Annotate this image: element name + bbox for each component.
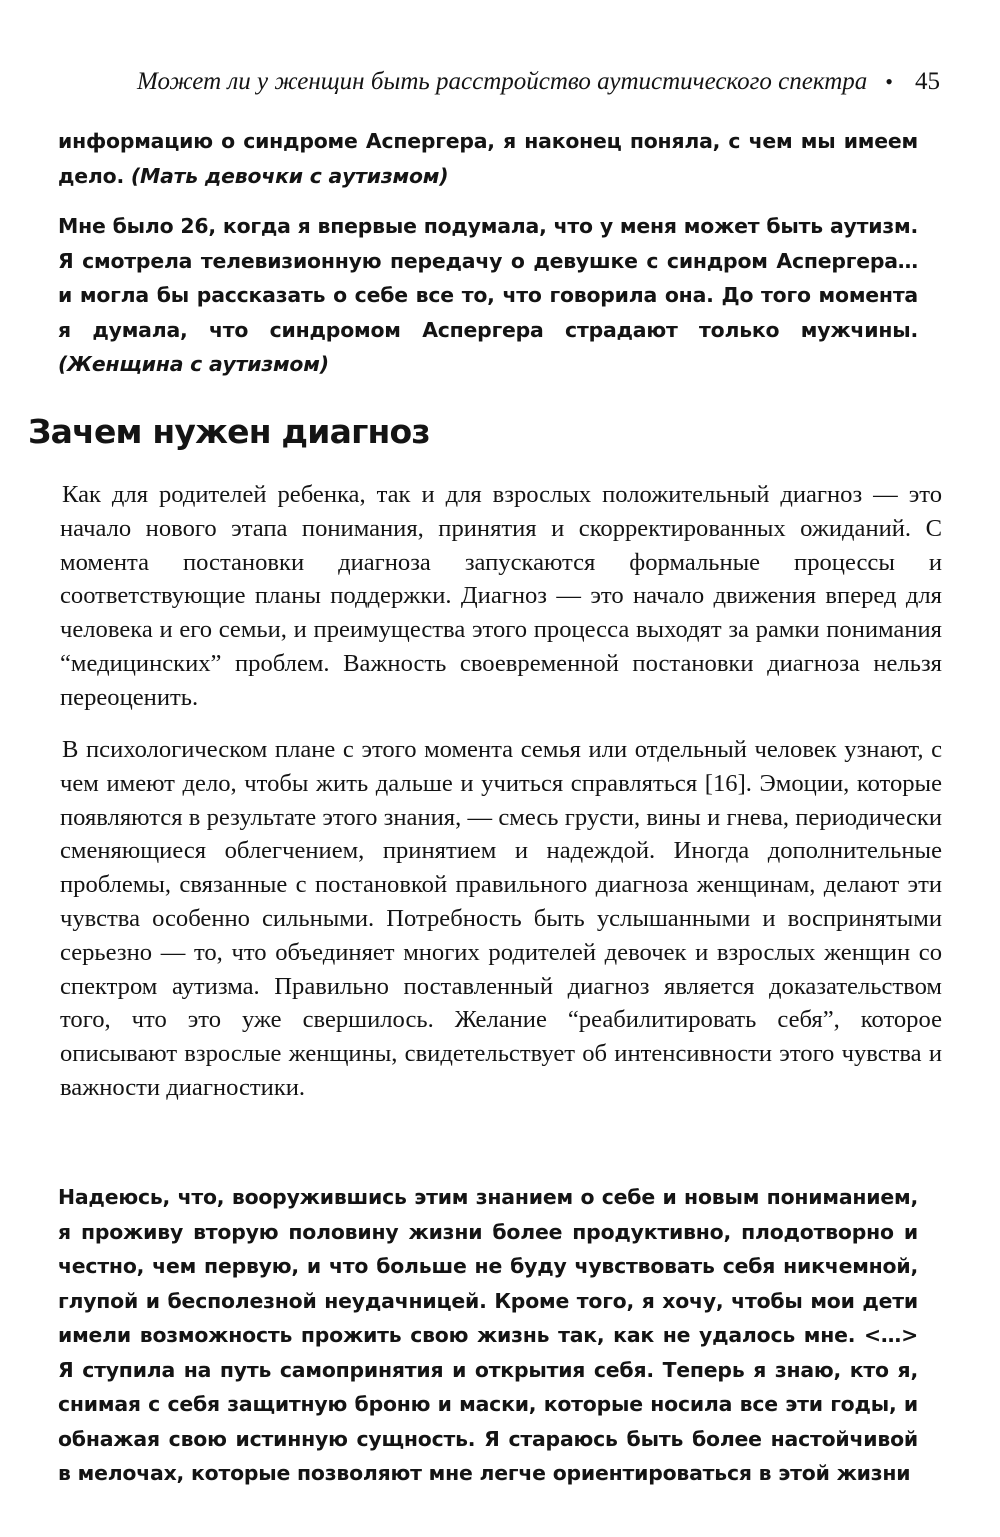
body-paragraph: В психологическом плане с этого момента семья или отдельный человек узнают, с чем имеют дело, чтобы жить дальше и учиться справляться [16]. Эмоции, которые появляются в результате этого знания, — смесь грусти, вины и гнева, периодически сменяющиеся облегчением, принятием и надеждой. Иногда дополнительные проблемы, связанные с постановкой правильного диагноза женщинам, делают эти чувства особенно сильными. Потребность быть услышанными и воспринятыми серьезно — то, что объединяет многих родителей девочек и взрослых женщин со спектром аутизма. Правильно поставленный диагноз является доказательством того, что это уже свершилось. Желание “реабилитировать себя”, которое описывают взрослые женщины, свидетельствует об интенсивности этого чувства и важности диагностики. [60,736,942,1101]
section-heading: Зачем нужен диагноз [28,412,430,451]
quote-self-acceptance [58,1180,918,1491]
running-head-title: Может ли у женщин быть расстройство аутистического спектра [137,68,868,95]
running-head-bullet: • [885,69,893,94]
quote-continued [58,124,918,193]
quote-attribution: (Женщина с аутизмом) [58,352,329,376]
quote-text: информацию о синдроме Аспергера, я наконец поняла, с чем мы имеем дело. [58,129,918,188]
body-paragraph: Как для родителей ребенка, так и для взрослых положительный диагноз — это начало нового этапа понимания, принятия и скорректированных ожиданий. С момента постановки диагноза запускаются формальные процессы и соответствующие планы поддержки. Диагноз — это начало движения вперед для человека и его семьи, и преимущества этого процесса выходят за рамки понимания “медицинских” проблем. Важность своевременной постановки диагноза нельзя переоценить. [60,481,942,711]
page-number: 45 [915,68,940,95]
quote-text: Надеюсь, что, вооружившись этим знанием о себе и новым пониманием, я проживу вторую половину жизни более продуктивно, плодотворно и честно, чем первую, и что больше не буду чувствовать себя никчемной, глупой и бесполезной неудачницей. Кроме того, я хочу, чтобы мои дети имели возможность прожить свою жизнь так, как не удалось мне. <…> Я ступила на путь самопринятия и открытия себя. Теперь я знаю, кто я, снимая с себя защитную броню и маски, которые носила все эти годы, и обнажая свою истинную сущность. Я стараюсь быть более настойчивой в мелочах, которые позволяют мне легче ориентироваться в этой жизни [58,1185,918,1485]
quote-attribution: (Мать девочки с аутизмом) [130,163,449,188]
quote-text: Мне было 26, когда я впервые подумала, что у меня может быть аутизм. Я смотрела телевизионную передачу о девушке с синдром Аспергера… и могла бы рассказать о себе все то, что говорила она. До того момента я думала, что синдромом Аспергера страдают только мужчины. [58,214,918,342]
running-head [60,62,940,102]
quote-woman [58,209,918,382]
